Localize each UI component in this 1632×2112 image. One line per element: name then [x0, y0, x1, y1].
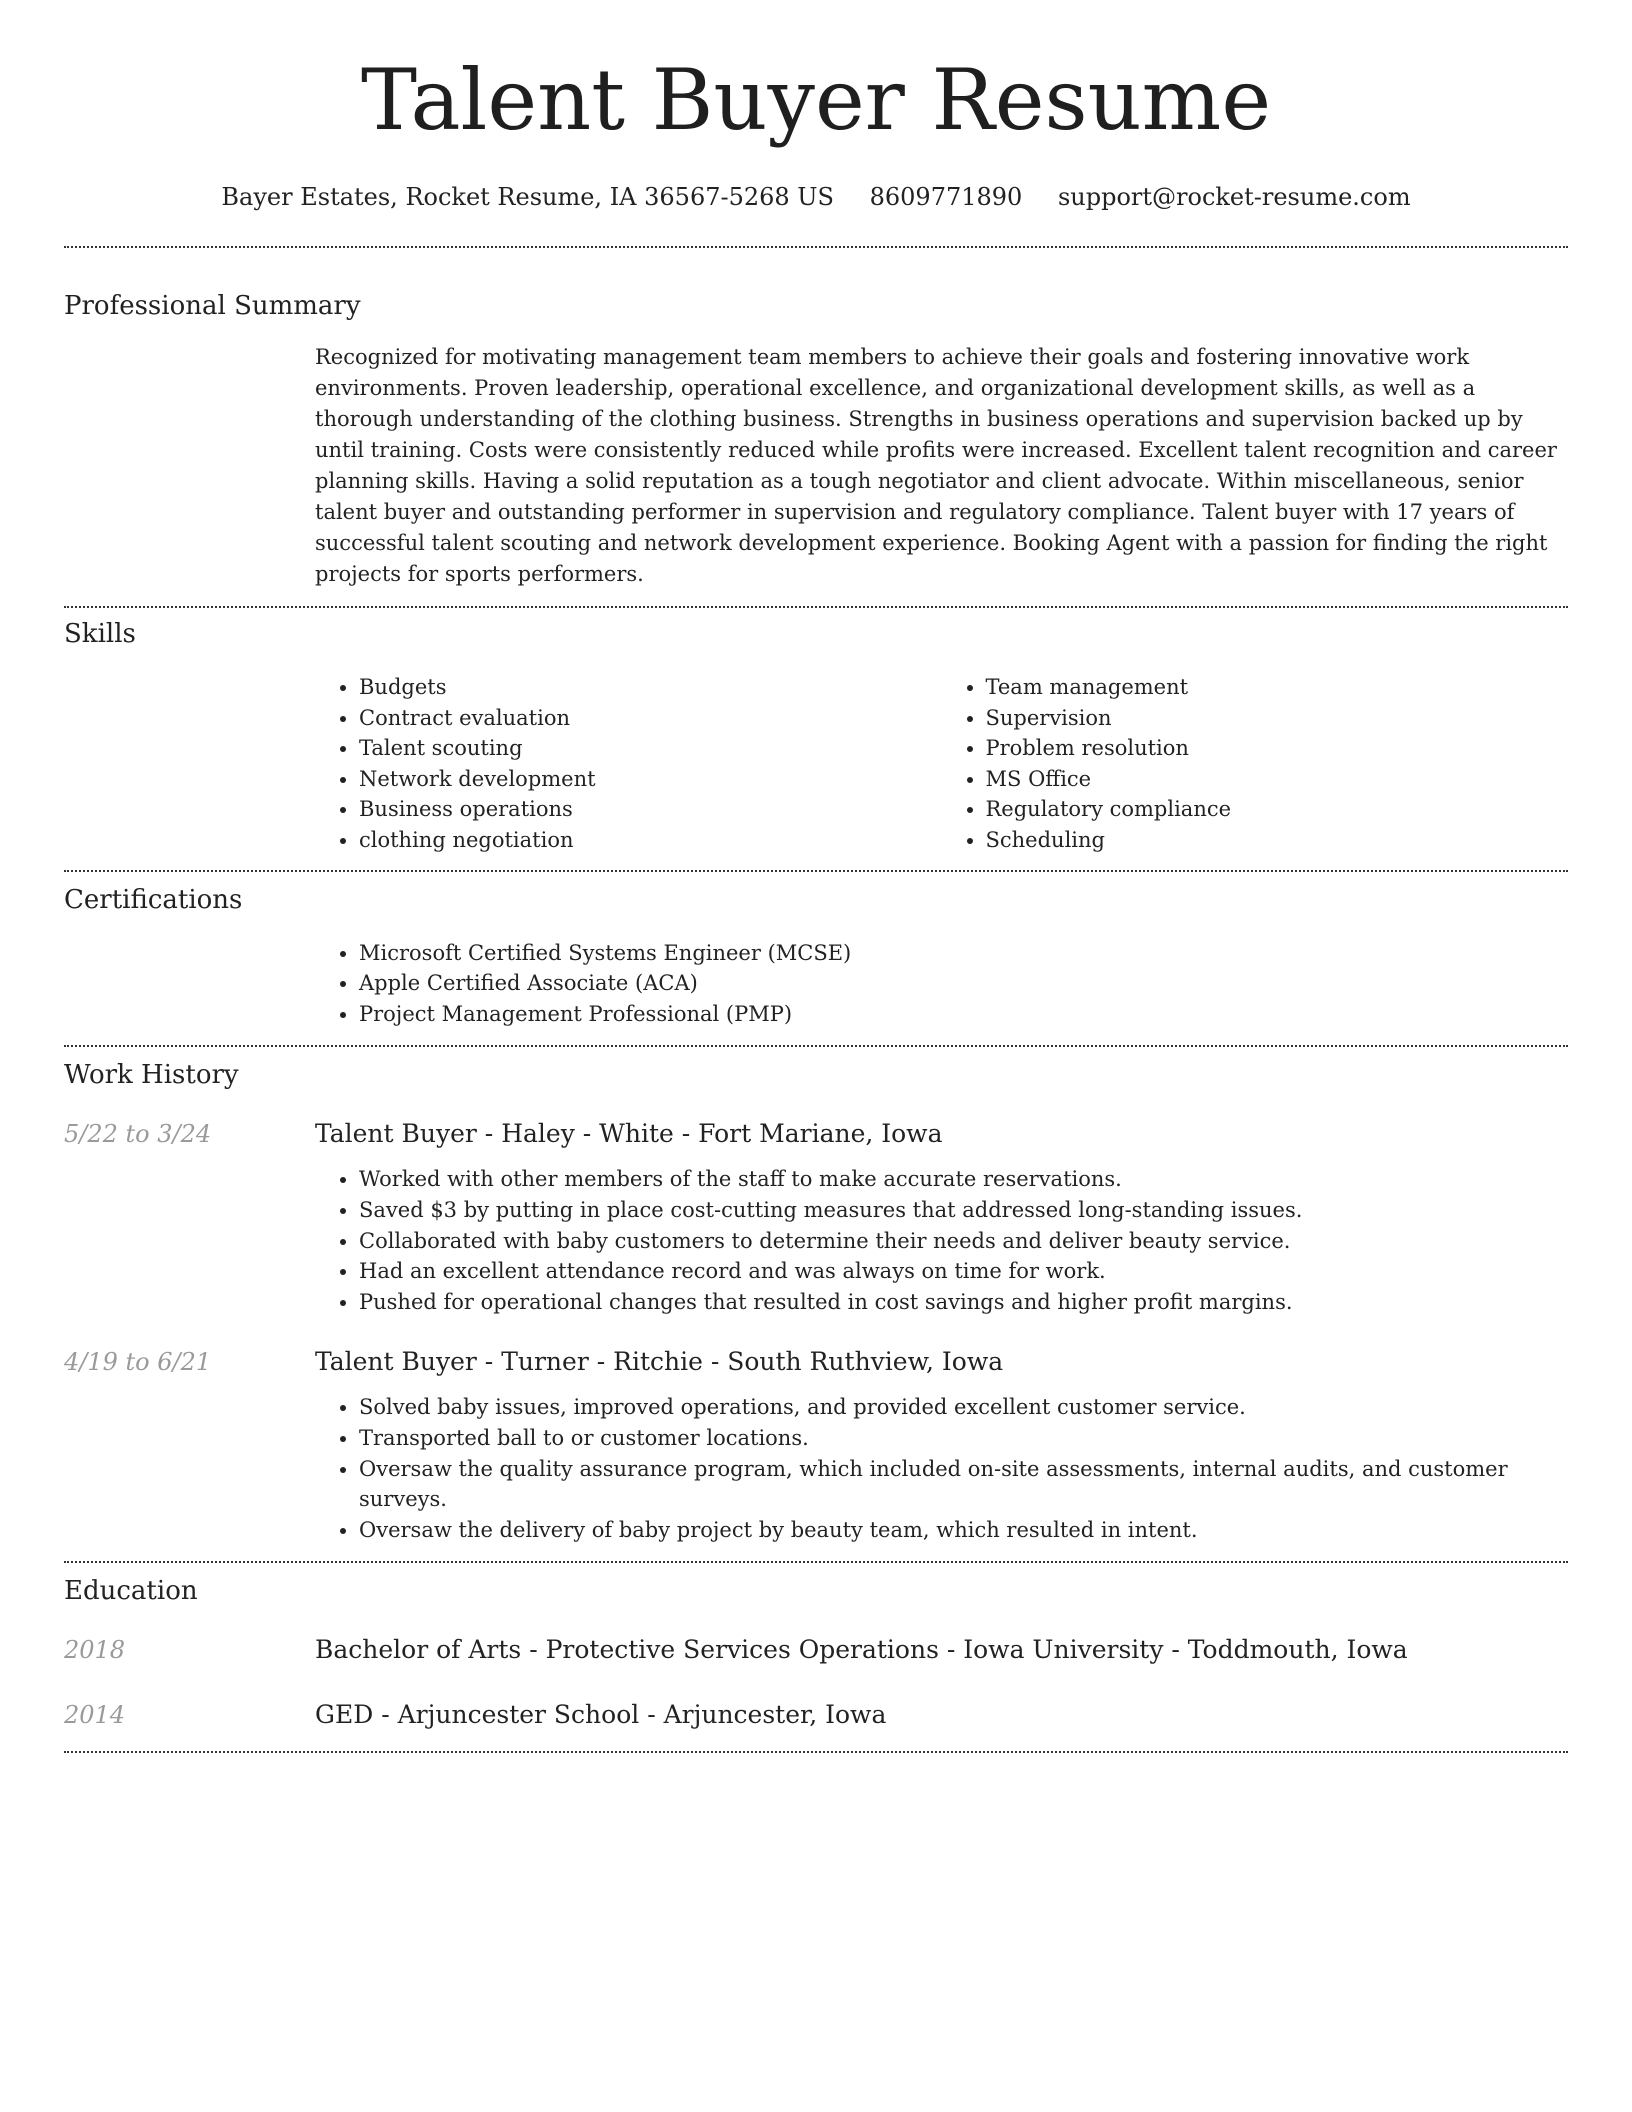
certifications-section: [64, 884, 1568, 1030]
skill-item: • Problem resolution: [986, 733, 1569, 764]
job-bullet: • Transported ball to or customer locations.: [359, 1423, 1568, 1454]
job-bullet: • Oversaw the quality assurance program, which included on-site assessments, internal audits, and customer surveys.: [359, 1454, 1568, 1515]
certification-item: • Microsoft Certified Systems Engineer (MCSE): [359, 938, 1568, 969]
skills-section: [64, 618, 1568, 856]
skills-list-right: [942, 672, 1569, 856]
job-dates: 5/22 to 3/24: [64, 1120, 212, 1149]
job-entry: [64, 1119, 1568, 1148]
contact-address: Bayer Estates, Rocket Resume, IA 36567-5268 US: [221, 183, 834, 211]
skills-list-left: [315, 672, 942, 856]
job-bullets: [315, 1164, 1568, 1317]
work-heading: Work History: [64, 1060, 239, 1091]
contact-email: support@rocket-resume.com: [1057, 183, 1411, 211]
education-year: 2018: [64, 1636, 126, 1665]
work-section: [64, 1059, 1568, 1545]
education-heading: Education: [64, 1576, 198, 1607]
divider: [64, 606, 1568, 608]
job-bullet: • Collaborated with baby customers to determine their needs and deliver beauty service.: [359, 1226, 1568, 1257]
divider: [64, 1751, 1568, 1753]
job-dates: 4/19 to 6/21: [64, 1348, 212, 1377]
education-section: [64, 1575, 1568, 1729]
skill-item: • Budgets: [359, 672, 942, 703]
certifications-list: [315, 938, 1568, 1030]
contact-phone: 8609771890: [869, 183, 1023, 211]
divider: [64, 870, 1568, 872]
education-entry: [64, 1700, 1568, 1729]
education-year: 2014: [64, 1701, 126, 1730]
summary-heading: Professional Summary: [64, 291, 361, 321]
skill-item: • Scheduling: [986, 825, 1569, 856]
summary-section: [64, 290, 1568, 590]
divider: [64, 1045, 1568, 1047]
job-bullet: • Had an excellent attendance record and was always on time for work.: [359, 1256, 1568, 1287]
job-title: Talent Buyer - Turner - Ritchie - South Ruthview, Iowa: [315, 1347, 1004, 1377]
skill-item: • Contract evaluation: [359, 703, 942, 734]
skill-item: • Team management: [986, 672, 1569, 703]
skill-item: • clothing negotiation: [359, 825, 942, 856]
certifications-heading: Certifications: [64, 884, 243, 915]
job-title: Talent Buyer - Haley - White - Fort Mariane, Iowa: [315, 1119, 943, 1149]
skill-item: • Talent scouting: [359, 733, 942, 764]
skills-heading: Skills: [64, 619, 136, 649]
skill-item: • Regulatory compliance: [986, 794, 1569, 825]
education-title: Bachelor of Arts - Protective Services Operations - Iowa University - Toddmouth, Iowa: [315, 1635, 1408, 1665]
job-bullet: • Worked with other members of the staff to make accurate reservations.: [359, 1164, 1568, 1195]
job-bullet: • Pushed for operational changes that resulted in cost savings and higher profit margins.: [359, 1287, 1568, 1318]
job-bullet: • Saved $3 by putting in place cost-cutting measures that addressed long-standing issues.: [359, 1195, 1568, 1226]
certification-item: • Project Management Professional (PMP): [359, 999, 1568, 1030]
skill-item: • Network development: [359, 764, 942, 795]
job-bullet: • Oversaw the delivery of baby project by beauty team, which resulted in intent.: [359, 1515, 1568, 1546]
job-bullet: • Solved baby issues, improved operations, and provided excellent customer service.: [359, 1392, 1568, 1423]
resume-page: [64, 0, 1568, 1753]
divider: [64, 1561, 1568, 1563]
summary-text: Recognized for motivating management team members to achieve their goals and fostering innovative work environments. Proven leadership, operational excellence, and organizational development skills, as well as a thorough understanding of the clothing business. Strengths in business operations and supervision backed up by until training. Costs were consistently reduced while profits were increased. Excellent talent recognition and career planning skills. Having a solid reputation as a tough negotiator and client advocate. Within miscellaneous, senior talent buyer and outstanding performer in supervision and regulatory compliance. Talent buyer with 17 years of successful talent scouting and network development experience. Booking Agent with a passion for finding the right projects for sports performers.: [315, 345, 1557, 586]
job-bullets: [315, 1392, 1568, 1545]
contact-line: [64, 182, 1568, 212]
certification-item: • Apple Certified Associate (ACA): [359, 968, 1568, 999]
resume-title: Talent Buyer Resume: [360, 51, 1272, 149]
skill-item: • MS Office: [986, 764, 1569, 795]
divider: [64, 246, 1568, 248]
education-entry: [64, 1635, 1568, 1664]
skill-item: • Supervision: [986, 703, 1569, 734]
skill-item: • Business operations: [359, 794, 942, 825]
education-title: GED - Arjuncester School - Arjuncester, Iowa: [315, 1700, 887, 1730]
job-entry: [64, 1347, 1568, 1376]
